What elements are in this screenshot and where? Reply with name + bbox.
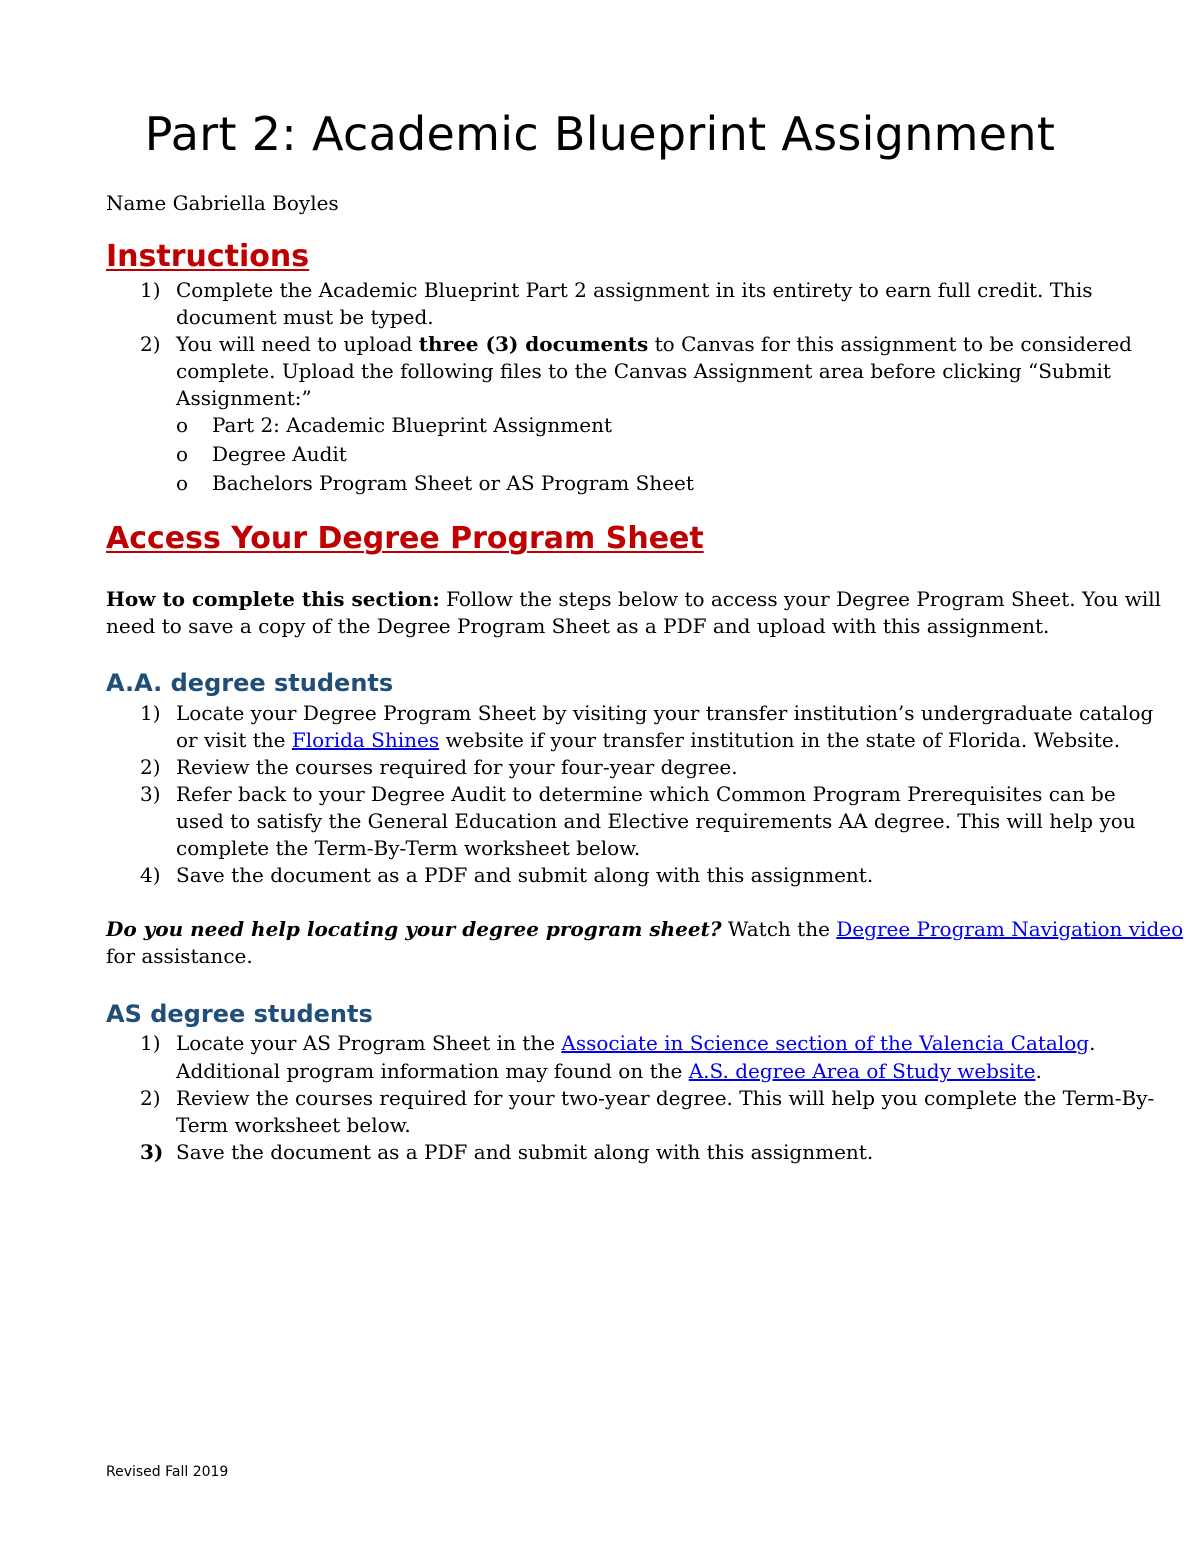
as-item-1-line-1 xyxy=(176,1030,1095,1057)
instructions-item-2-post: to Canvas for this assignment to be considered xyxy=(648,332,1132,356)
student-name-line: Name Gabriella Boyles xyxy=(106,191,339,215)
instructions-heading: Instructions xyxy=(106,239,310,274)
instructions-item-1-line-2: document must be typed. xyxy=(176,305,434,329)
instructions-item-2-line-3: Assignment:” xyxy=(176,386,312,410)
aa-item-1-line-1: Locate your Degree Program Sheet by visiting your transfer institution’s undergraduate catalog xyxy=(176,701,1154,725)
page-title: Part 2: Academic Blueprint Assignment xyxy=(144,107,1056,161)
valencia-catalog-link[interactable]: Associate in Science section of the Valencia Catalog xyxy=(561,1031,1090,1055)
as-item-1-post: . xyxy=(1089,1031,1096,1055)
footer-revised: Revised Fall 2019 xyxy=(106,1464,229,1480)
bullet-item: Part 2: Academic Blueprint Assignment xyxy=(212,413,612,437)
bullet-marker: o xyxy=(176,442,189,466)
degree-program-navigation-video-link[interactable]: Degree Program Navigation video xyxy=(836,917,1184,941)
instructions-item-1-number: 1) xyxy=(140,278,161,302)
instructions-item-2-line-2: complete. Upload the following files to the Canvas Assignment area before clicking “Submit xyxy=(176,359,1111,383)
how-to-label: How to complete this section: xyxy=(106,587,440,611)
bullet-marker: o xyxy=(176,413,189,437)
aa-item-3-number: 3) xyxy=(140,782,161,806)
bullet-item: Degree Audit xyxy=(212,442,347,466)
instructions-item-1-line-1: Complete the Academic Blueprint Part 2 assignment in its entirety to earn full credit. This xyxy=(176,278,1093,302)
as-item-2-line-2: Term worksheet below. xyxy=(176,1113,411,1137)
help-line-2: for assistance. xyxy=(106,944,253,968)
aa-item-4-text: Save the document as a PDF and submit along with this assignment. xyxy=(176,863,874,887)
aa-item-3-line-2: used to satisfy the General Education and Elective requirements AA degree. This will help you xyxy=(176,809,1136,833)
as-heading: AS degree students xyxy=(106,1000,373,1028)
as-item-3-text: Save the document as a PDF and submit along with this assignment. xyxy=(176,1140,874,1164)
aa-item-4-number: 4) xyxy=(140,863,161,887)
aa-heading: A.A. degree students xyxy=(106,669,394,697)
as-item-1-line-2-post: . xyxy=(1035,1059,1042,1083)
as-item-1-line-2 xyxy=(176,1058,1042,1085)
as-item-3-number: 3) xyxy=(140,1140,164,1164)
florida-shines-link[interactable]: Florida Shines xyxy=(291,728,440,752)
access-heading: Access Your Degree Program Sheet xyxy=(106,521,704,556)
instructions-item-2-bold: three (3) documents xyxy=(418,332,649,356)
as-item-1-pre: Locate your AS Program Sheet in the xyxy=(176,1031,562,1055)
aa-item-1-post: website if your transfer institution in the state of Florida. Website. xyxy=(439,728,1121,752)
as-item-2-number: 2) xyxy=(140,1086,161,1110)
bullet-item: Bachelors Program Sheet or AS Program Sheet xyxy=(212,471,694,495)
aa-item-3-line-3: complete the Term-By-Term worksheet below. xyxy=(176,836,641,860)
aa-item-1-pre: or visit the xyxy=(176,728,292,752)
how-to-line-2: need to save a copy of the Degree Program Sheet as a PDF and upload with this assignment. xyxy=(106,614,1050,638)
as-item-2-line-1: Review the courses required for your two-year degree. This will help you complete the Term-By- xyxy=(176,1086,1155,1110)
aa-item-2-number: 2) xyxy=(140,755,161,779)
help-question: Do you need help locating your degree program sheet? xyxy=(106,917,722,941)
instructions-item-2-line-1 xyxy=(176,331,1132,358)
as-item-1-line-2-pre: Additional program information may found on the xyxy=(176,1059,689,1083)
instructions-item-2-pre: You will need to upload xyxy=(176,332,419,356)
aa-item-1-number: 1) xyxy=(140,701,161,725)
aa-item-1-line-2 xyxy=(176,727,1120,754)
instructions-item-2-number: 2) xyxy=(140,332,161,356)
how-to-line-1 xyxy=(106,586,1161,613)
aa-item-3-line-1: Refer back to your Degree Audit to determine which Common Program Prerequisites can be xyxy=(176,782,1116,806)
help-line-1 xyxy=(106,916,1183,943)
as-area-of-study-link[interactable]: A.S. degree Area of Study website xyxy=(688,1059,1036,1083)
aa-item-2-text: Review the courses required for your four-year degree. xyxy=(176,755,738,779)
how-to-text: Follow the steps below to access your Degree Program Sheet. You will xyxy=(439,587,1162,611)
bullet-marker: o xyxy=(176,471,189,495)
as-item-1-number: 1) xyxy=(140,1031,161,1055)
help-pre: Watch the xyxy=(721,917,837,941)
